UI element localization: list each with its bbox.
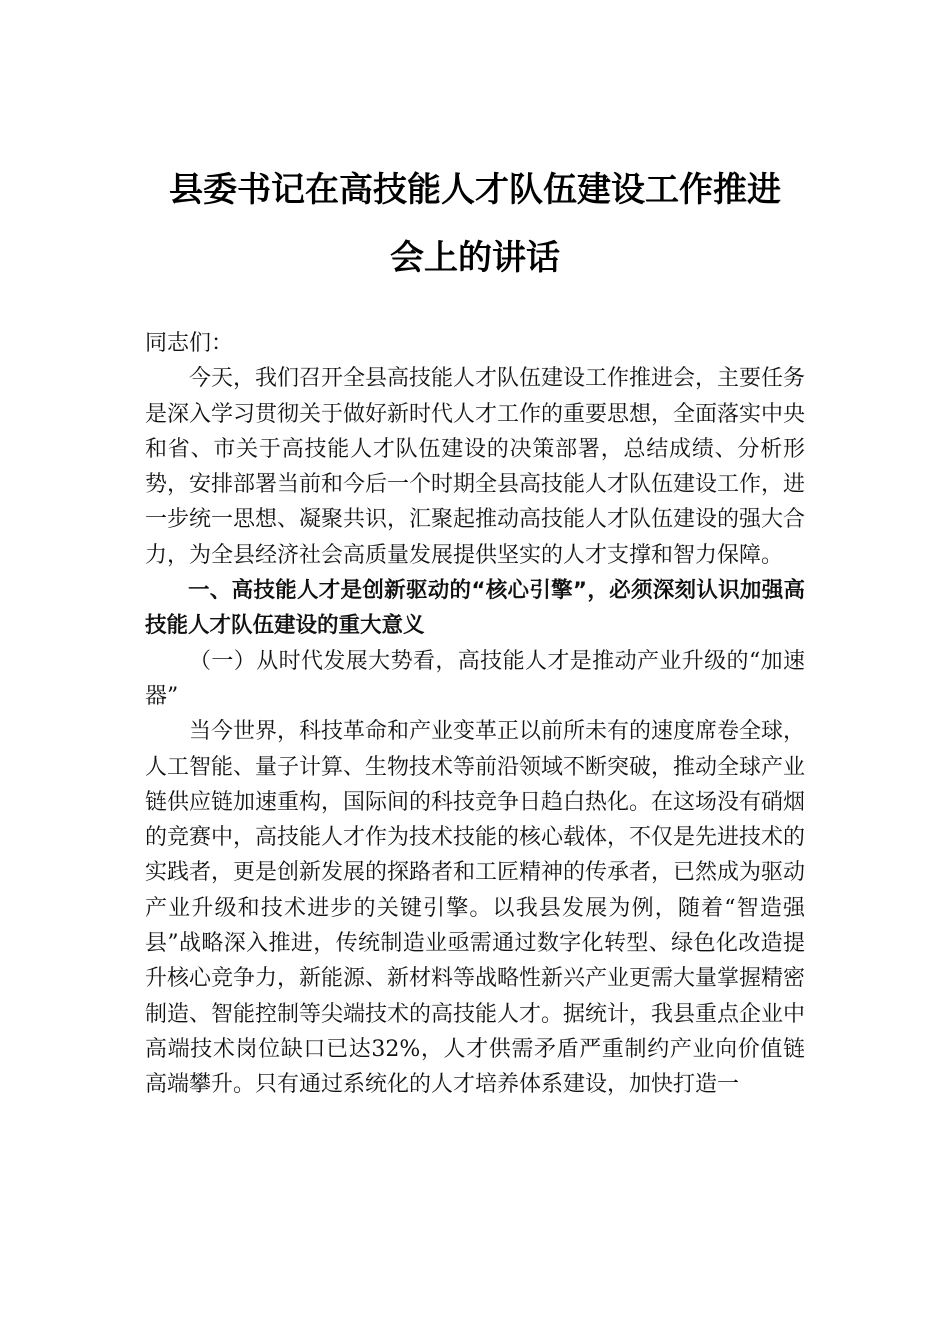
subsection-heading-1: （一）从时代发展大势看，高技能人才是推动产业升级的“加速器”: [145, 648, 805, 709]
section-heading-1: 一、高技能人才是创新驱动的“核心引擎”，必须深刻认识加强高技能人才队伍建设的重大意义: [145, 578, 805, 639]
intro-paragraph: 今天，我们召开全县高技能人才队伍建设工作推进会，主要任务是深入学习贯彻关于做好新时代人才工作的重要思想，全面落实中央和省、市关于高技能人才队伍建设的决策部署，总结成绩、分析形势，安排部署当前和今后一个时期全县高技能人才队伍建设工作，进一步统一思想、凝聚共识，汇聚起推动高技能人才队伍建设的强大合力，为全县经济社会高质量发展提供坚实的人才支撑和智力保障。: [145, 366, 806, 568]
body-paragraph-1: 当今世界，科技革命和产业变革正以前所未有的速度席卷全球，人工智能、量子计算、生物技术等前沿领域不断突破，推动全球产业链供应链加速重构，国际间的科技竞争日趋白热化。在这场没有硝烟的竞赛中，高技能人才作为技术技能的核心载体，不仅是先进技术的实践者，更是创新发展的探路者和工匠精神的传承者，已然成为驱动产业升级和技术进步的关键引擎。以我县发展为例，随着“智造强县”战略深入推进，传统制造业亟需通过数字化转型、绿色化改造提升核心竞争力，新能源、新材料等战略性新兴产业更需大量掌握精密制造、智能控制等尖端技术的高技能人才。据统计，我县重点企业中高端技术岗位缺口已达32%，人才供需矛盾严重制约产业向价值链高端攀升。只有通过系统化的人才培养体系建设，加快打造一: [145, 719, 806, 1098]
document-body: [145, 326, 805, 1103]
document-title-line-2: 会上的讲话: [390, 238, 560, 278]
salutation: 同志们：: [145, 331, 234, 356]
document-title-line-1: 县委书记在高技能人才队伍建设工作推进: [169, 170, 781, 210]
